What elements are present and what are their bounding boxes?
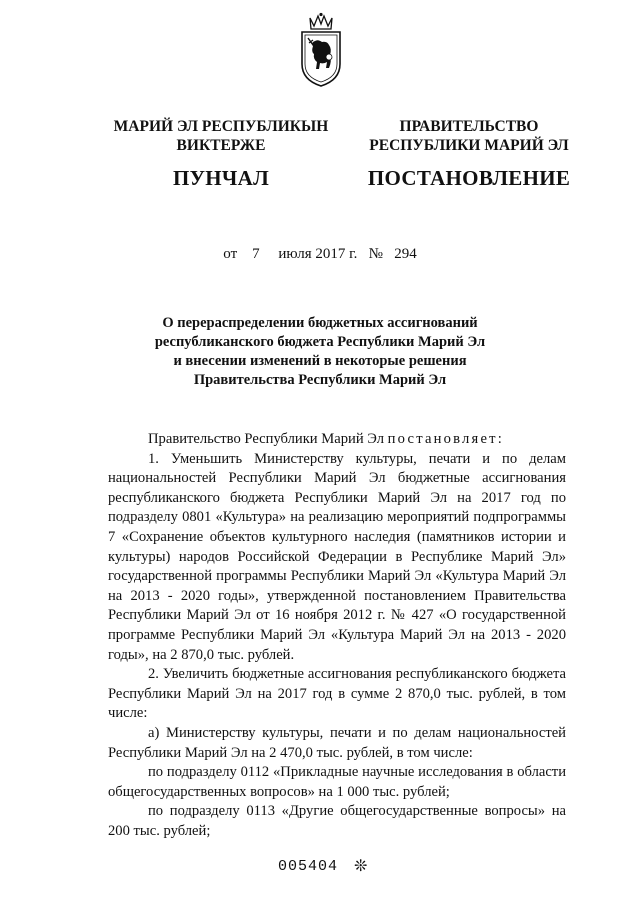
header-left-block	[86, 117, 356, 191]
decree-body	[108, 430, 566, 841]
header-right-title: ПОСТАНОВЛЕНИЕ	[367, 166, 571, 190]
paragraph-4: по подразделу 0112 «Прикладные научные исследования в области общегосударственных вопросов» на 1 000 тыс. рублей;	[108, 764, 566, 800]
date-prefix: от	[223, 246, 238, 262]
intro-paragraph	[108, 430, 566, 450]
subject-line4: Правительства Республики Марий Эл	[193, 372, 447, 388]
intro-start: Правительство Республики Марий Эл	[148, 431, 385, 447]
date-month-year: июля 2017 г.	[278, 246, 358, 262]
number-sign: №	[368, 246, 383, 262]
coat-of-arms-emblem	[296, 12, 346, 90]
subject-line1: О перераспределении бюджетных ассигнований	[162, 315, 478, 331]
header-left-line2: ВИКТЕРЖЕ	[176, 137, 266, 154]
header-right-line2: РЕСПУБЛИКИ МАРИЙ ЭЛ	[369, 137, 569, 154]
subject-line2: республиканского бюджета Республики Марий Эл	[154, 334, 486, 350]
intro-spaced: постановляет:	[387, 431, 504, 447]
decree-subject	[80, 314, 560, 390]
paragraph-1: 1. Уменьшить Министерству культуры, печати и по делам национальностей Республики Марий Эл бюджетные ассигнования республиканского бюджета Республики Марий Эл на 2017 год по подразделу 0801 «Культура» на реализацию мероприятий подпрограммы 7 «Сохранение объектов культурного наследия (памятников истории и культуры) народов Российской Федерации в Республике Марий Эл» государственной программы Республики Марий Эл «Культура Марий Эл на 2013 - 2020 годы», утвержденной постановлением Правительства Республики Марий Эл от 16 ноября 2012 г. № 427 «О государственной программе Республики Марий Эл «Культура Марий Эл на 2013 - 2020 годы», на 2 870,0 тыс. рублей.	[108, 450, 566, 663]
paragraph-5: по подразделу 0113 «Другие общегосударственные вопросы» на 200 тыс. рублей;	[108, 803, 566, 839]
paragraph-2: 2. Увеличить бюджетные ассигнования республиканского бюджета Республики Марий Эл на 2017 год в сумме 2 870,0 тыс. рублей, в том числе:	[108, 666, 566, 722]
header-right-line1: ПРАВИТЕЛЬСТВО	[399, 118, 539, 135]
footer-ornament-icon: ❊	[354, 858, 368, 875]
decree-number: 294	[394, 246, 417, 262]
footer-serial-number: 005404	[278, 858, 339, 875]
paragraph-3: а) Министерству культуры, печати и по делам национальностей Республики Марий Эл на 2 470,0 тыс. рублей, в том числе:	[108, 724, 566, 761]
decree-date-line	[0, 246, 640, 263]
header-left-title: ПУНЧАЛ	[172, 166, 270, 190]
header-right-block	[334, 117, 604, 191]
header-left-line1: МАРИЙ ЭЛ РЕСПУБЛИКЫН	[113, 118, 329, 135]
date-day: 7	[252, 246, 260, 262]
subject-line3: и внесении изменений в некоторые решения	[173, 353, 467, 369]
